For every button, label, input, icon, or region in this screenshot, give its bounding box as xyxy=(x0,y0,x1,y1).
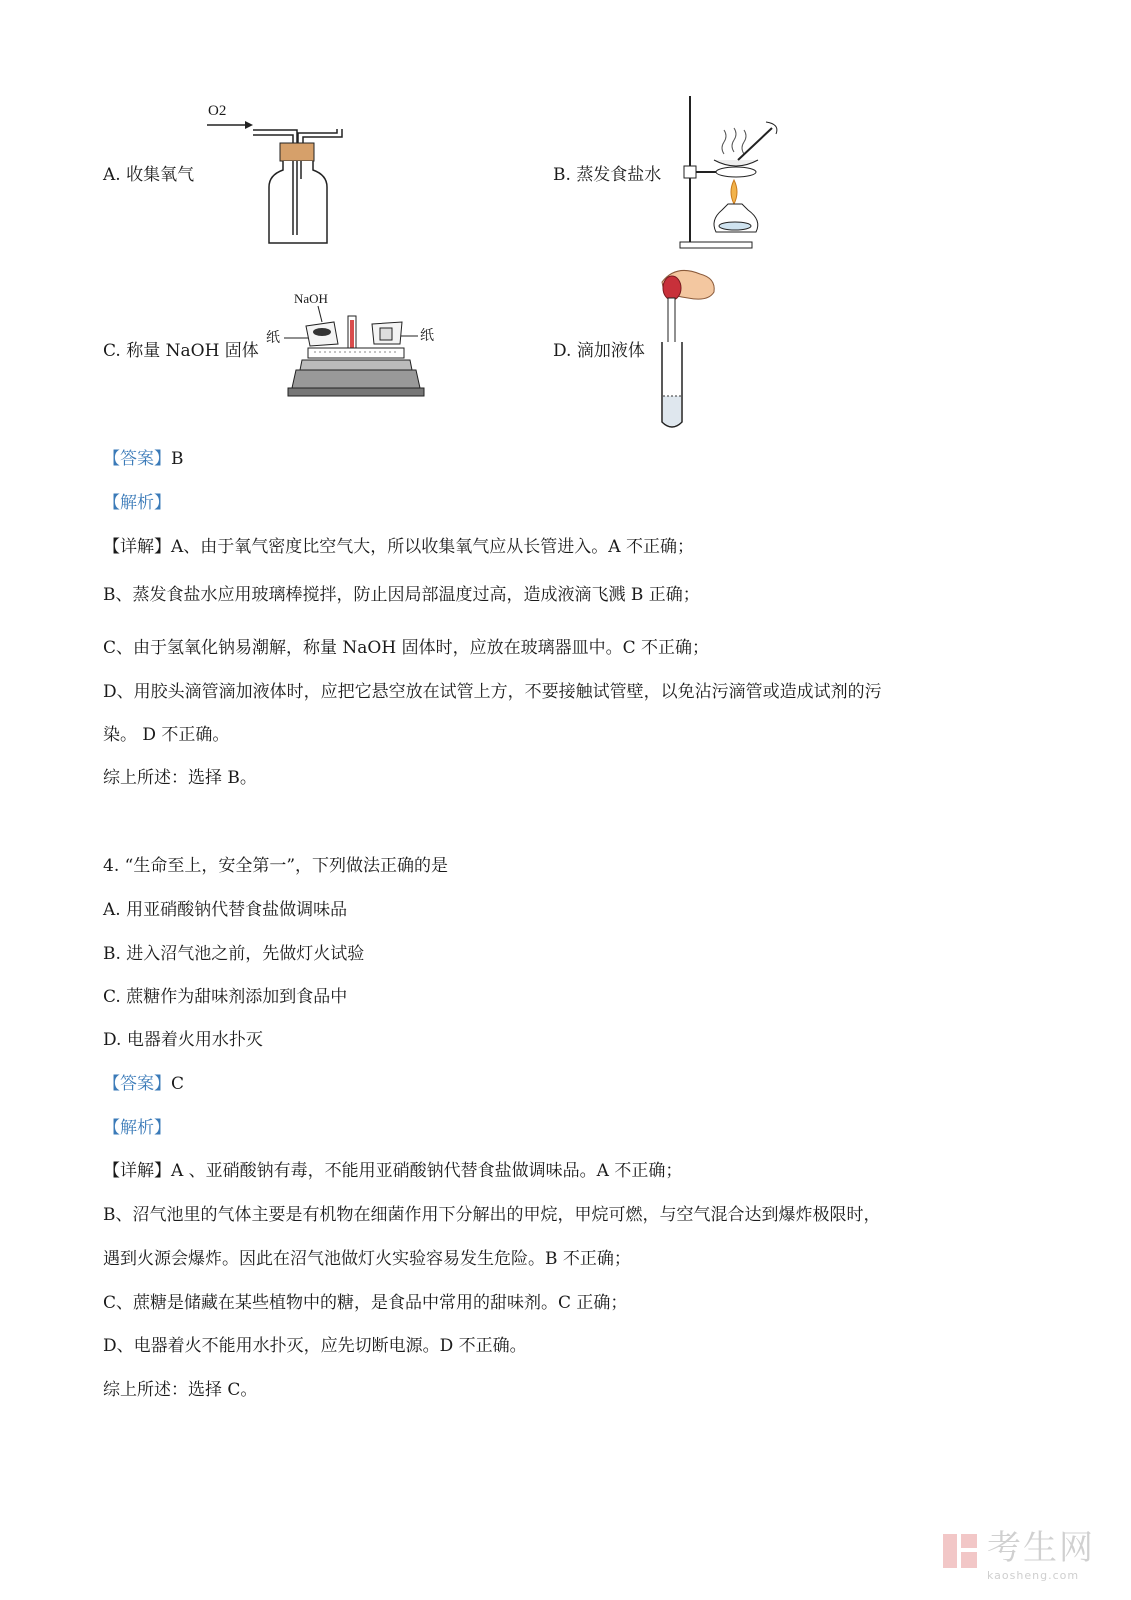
option-c xyxy=(103,336,259,361)
q3-detail-line-5: 染。 D 不正确。 xyxy=(103,725,230,745)
q3-summary: 综上所述：选择 B。 xyxy=(103,768,257,788)
q3-answer-value: B xyxy=(171,449,184,469)
option-d xyxy=(553,336,645,361)
option-d-text: 滴加液体 xyxy=(576,341,645,361)
q4-detail-tag: 【详解】 xyxy=(103,1161,171,1181)
naoh-label: NaOH xyxy=(294,291,328,306)
q4-detail-text-1: A 、亚硝酸钠有毒，不能用亚硝酸钠代替食盐做调味品。A 不正确； xyxy=(171,1161,683,1181)
q3-detail-line-4: D、用胶头滴管滴加液体时，应把它悬空放在试管上方，不要接触试管壁，以免沾污滴管或造成试剂的污 xyxy=(103,682,882,702)
q4-summary: 综上所述：选择 C。 xyxy=(103,1380,258,1400)
paper-left-label: 纸 xyxy=(266,330,280,346)
paper-right-label: 纸 xyxy=(420,328,434,344)
q3-detail-tag: 【详解】 xyxy=(103,537,171,557)
q4-answer-value: C xyxy=(171,1074,185,1094)
option-c-label: C. xyxy=(103,341,121,361)
q4-option-c: C. 蔗糖作为甜味剂添加到食品中 xyxy=(103,987,348,1007)
q4-stem: 4. “生命至上，安全第一”，下列做法正确的是 xyxy=(103,856,449,876)
o2-label: O2 xyxy=(208,103,227,119)
q4-detail-line-4: C、蔗糖是储藏在某些植物中的糖，是食品中常用的甜味剂。C 正确； xyxy=(103,1293,628,1313)
q4-detail-line-1 xyxy=(103,1156,682,1181)
q3-analysis-tag: 【解析】 xyxy=(103,493,171,513)
watermark-site: kaosheng.com xyxy=(987,1569,1080,1582)
q4-detail-line-3: 遇到火源会爆炸。因此在沼气池做灯火实验容易发生危险。B 不正确； xyxy=(103,1249,631,1269)
evaporation-figure xyxy=(676,92,806,252)
option-a-text: 收集氧气 xyxy=(126,165,195,185)
q4-detail-line-5: D、电器着火不能用水扑灭，应先切断电源。D 不正确。 xyxy=(103,1336,527,1356)
q4-option-d: D. 电器着火用水扑灭 xyxy=(103,1030,263,1050)
balance-figure xyxy=(262,288,442,400)
option-a-label: A. xyxy=(103,165,121,185)
q3-detail-line-2: B、蒸发食盐水应用玻璃棒搅拌，防止因局部温度过高，造成液滴飞溅 B 正确； xyxy=(103,585,700,605)
q4-detail-line-2: B、沼气池里的气体主要是有机物在细菌作用下分解出的甲烷，甲烷可燃，与空气混合达到爆炸极限时， xyxy=(103,1205,881,1225)
option-b-label: B. xyxy=(553,165,571,185)
dropper-figure xyxy=(652,262,722,434)
q4-answer-tag: 【答案】 xyxy=(103,1074,171,1094)
q3-answer xyxy=(103,444,184,469)
q4-option-a: A. 用亚硝酸钠代替食盐做调味品 xyxy=(103,900,348,920)
option-c-text: 称量 NaOH 固体 xyxy=(126,341,259,361)
watermark-brand: 考生网 xyxy=(987,1528,1095,1568)
q3-detail-text-1: A、由于氧气密度比空气大，所以收集氧气应从长管进入。A 不正确； xyxy=(171,537,694,557)
option-a xyxy=(103,160,194,185)
watermark xyxy=(941,1520,1095,1582)
q3-answer-tag: 【答案】 xyxy=(103,449,171,469)
q4-analysis-tag: 【解析】 xyxy=(103,1118,171,1138)
q4-option-b: B. 进入沼气池之前，先做灯火试验 xyxy=(103,944,365,964)
option-d-label: D. xyxy=(553,341,572,361)
option-b-text: 蒸发食盐水 xyxy=(576,165,662,185)
q4-answer xyxy=(103,1069,184,1094)
option-b xyxy=(553,160,661,185)
q3-detail-line-1 xyxy=(103,532,694,557)
kaosheng-logo-icon xyxy=(941,1532,979,1570)
q3-detail-line-3: C、由于氢氧化钠易潮解，称量 NaOH 固体时，应放在玻璃器皿中。C 不正确； xyxy=(103,638,709,658)
gas-bottle-figure xyxy=(205,95,345,250)
